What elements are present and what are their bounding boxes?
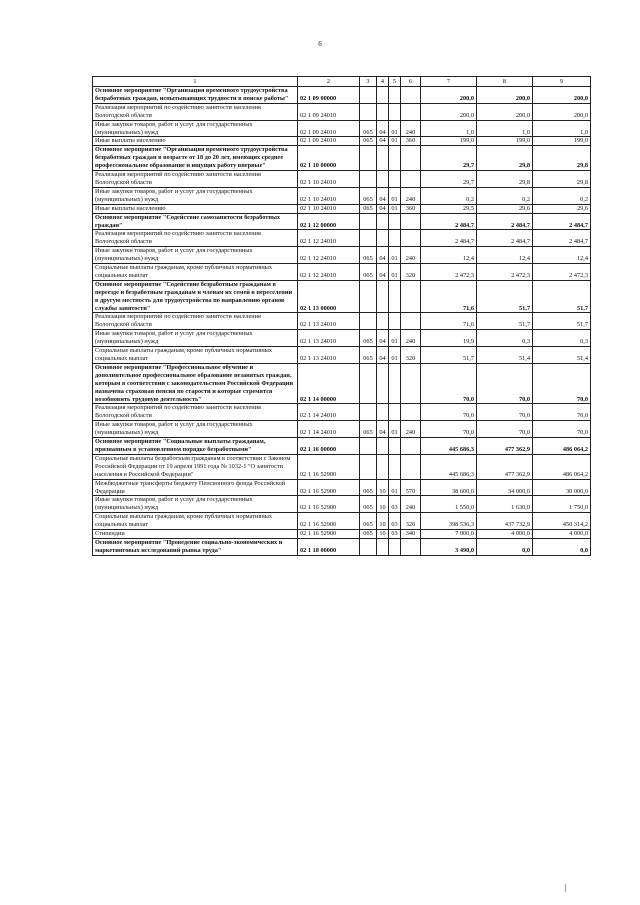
- cell-code: 02 1 13 24010: [298, 330, 360, 347]
- cell-code: 02 1 12 24010: [298, 247, 360, 264]
- cell-name: Иные закупки товаров, работ и услуг для государственных (муниципальных) нужд: [93, 421, 298, 438]
- cell-c6: [401, 146, 421, 171]
- cell-code: 02 1 12 24010: [298, 264, 360, 281]
- cell-code: 02 1 14 24010: [298, 421, 360, 438]
- cell-code: 02 1 13 00000: [298, 280, 360, 313]
- cell-c5: [389, 363, 401, 404]
- cell-name: Социальные выплаты гражданам, кроме публичных нормативных социальных выплат: [93, 347, 298, 364]
- table-body: [93, 87, 591, 556]
- cell-c6: [401, 230, 421, 247]
- cell-v7: 12,4: [421, 247, 477, 264]
- cell-c3: 065: [360, 137, 377, 146]
- cell-c3: [360, 538, 377, 555]
- cell-c5: [389, 538, 401, 555]
- cell-v8: 12,4: [477, 247, 533, 264]
- cell-v9: 2 484,7: [533, 213, 591, 230]
- cell-code: 02 1 14 00000: [298, 363, 360, 404]
- cell-v7: 2 484,7: [421, 213, 477, 230]
- cell-name: Стипендии: [93, 530, 298, 539]
- cell-c3: 065: [360, 530, 377, 539]
- cell-name: Социальные выплаты гражданам, кроме публичных нормативных социальных выплат: [93, 513, 298, 530]
- cell-v9: 29,8: [533, 171, 591, 188]
- cell-c6: 240: [401, 120, 421, 137]
- cell-c6: [401, 103, 421, 120]
- cell-v7: 398 536,3: [421, 513, 477, 530]
- cell-c5: [389, 230, 401, 247]
- cell-c3: [360, 280, 377, 313]
- cell-v8: 0,2: [477, 187, 533, 204]
- cell-c6: 570: [401, 479, 421, 496]
- cell-c4: [377, 454, 389, 479]
- cell-c4: [377, 280, 389, 313]
- cell-v8: 0,3: [477, 330, 533, 347]
- cell-c5: 01: [389, 347, 401, 364]
- cell-v7: 70,0: [421, 421, 477, 438]
- cell-c4: 04: [377, 330, 389, 347]
- cell-c3: 065: [360, 496, 377, 513]
- cell-c6: 340: [401, 530, 421, 539]
- cell-c4: 10: [377, 513, 389, 530]
- cell-v9: 200,0: [533, 87, 591, 104]
- cell-code: 02 1 16 52900: [298, 530, 360, 539]
- cell-c6: [401, 280, 421, 313]
- cell-v9: 70,0: [533, 404, 591, 421]
- cell-c6: 360: [401, 204, 421, 213]
- table-row: [93, 230, 591, 247]
- cell-code: 02 1 12 00000: [298, 213, 360, 230]
- cell-v8: 477 362,9: [477, 454, 533, 479]
- column-header: 1: [93, 77, 298, 87]
- table-row: [93, 530, 591, 539]
- cell-v9: 70,0: [533, 363, 591, 404]
- cell-v9: 0,0: [533, 538, 591, 555]
- cell-name: Основное мероприятие "Организация временного трудоустройства безработных граждан в возрасте от 18 до 20 лет, имеющих среднее профессиональное образование и ищущих работу впервые": [93, 146, 298, 171]
- cell-c5: [389, 454, 401, 479]
- cell-c5: [389, 404, 401, 421]
- cell-v8: 477 362,9: [477, 438, 533, 455]
- table-row: [93, 404, 591, 421]
- cell-c5: [389, 313, 401, 330]
- cell-c3: 065: [360, 347, 377, 364]
- table-row: [93, 187, 591, 204]
- cell-v9: 51,7: [533, 280, 591, 313]
- cell-name: Основное мероприятие "Организация временного трудоустройства безработных граждан, испытывающих трудности в поиске работы": [93, 87, 298, 104]
- cell-c4: 04: [377, 264, 389, 281]
- cell-c5: [389, 103, 401, 120]
- cell-c6: [401, 171, 421, 188]
- cell-c6: 240: [401, 496, 421, 513]
- cell-v8: 70,0: [477, 421, 533, 438]
- cell-name: Иные выплаты населению: [93, 204, 298, 213]
- cell-v7: 51,7: [421, 347, 477, 364]
- cell-c4: [377, 438, 389, 455]
- cell-code: 02 1 16 00000: [298, 438, 360, 455]
- cell-c5: 01: [389, 421, 401, 438]
- cell-c3: 065: [360, 330, 377, 347]
- table-row: [93, 103, 591, 120]
- cell-v8: 437 732,9: [477, 513, 533, 530]
- cell-v9: 0,3: [533, 330, 591, 347]
- table-row: [93, 421, 591, 438]
- cell-c6: 240: [401, 330, 421, 347]
- cell-c4: 04: [377, 204, 389, 213]
- cell-c4: 04: [377, 187, 389, 204]
- column-header: 3: [360, 77, 377, 87]
- table-row: [93, 120, 591, 137]
- cell-c3: 065: [360, 479, 377, 496]
- table-row: [93, 87, 591, 104]
- table-row: [93, 137, 591, 146]
- cell-c4: [377, 87, 389, 104]
- cell-name: Реализация мероприятий по содействию занятости населения Вологодской области: [93, 404, 298, 421]
- cell-c5: 01: [389, 137, 401, 146]
- cell-name: Основное мероприятие "Содействие безработным гражданам в переезде и безработным гражданам и членам их семей в переселении в другую местность для трудоустройства по направлению органов службы занятости": [93, 280, 298, 313]
- cell-name: Реализация мероприятий по содействию занятости населения Вологодской области: [93, 103, 298, 120]
- table-row: [93, 438, 591, 455]
- table-header-row: [93, 77, 591, 87]
- cell-c6: [401, 87, 421, 104]
- cell-code: 02 1 09 24010: [298, 120, 360, 137]
- cell-c6: 240: [401, 187, 421, 204]
- cell-c4: [377, 230, 389, 247]
- cell-c3: 065: [360, 187, 377, 204]
- cell-c3: [360, 363, 377, 404]
- cell-v9: 486 064,2: [533, 438, 591, 455]
- cell-v9: 1,0: [533, 120, 591, 137]
- cell-c4: [377, 538, 389, 555]
- cell-v9: 199,0: [533, 137, 591, 146]
- cell-name: Иные закупки товаров, работ и услуг для государственных (муниципальных) нужд: [93, 187, 298, 204]
- cell-c6: [401, 363, 421, 404]
- table-row: [93, 538, 591, 555]
- cell-v7: 29,5: [421, 204, 477, 213]
- table-row: [93, 247, 591, 264]
- page-edge-mark: [565, 884, 566, 892]
- cell-c3: [360, 213, 377, 230]
- cell-v8: 70,0: [477, 363, 533, 404]
- cell-v7: 3 490,0: [421, 538, 477, 555]
- cell-c5: [389, 171, 401, 188]
- cell-v8: 200,0: [477, 87, 533, 104]
- cell-v7: 200,0: [421, 87, 477, 104]
- cell-v7: 7 000,0: [421, 530, 477, 539]
- cell-name: Основное мероприятие "Профессиональное обучение и дополнительное профессиональное образование незанятых граждан, которым в соответствии с законодательством Российской Федерации назначена страховая пенсия по старости и которые стремятся возобновить трудовую деятельность": [93, 363, 298, 404]
- cell-v7: 445 686,3: [421, 454, 477, 479]
- table-row: [93, 513, 591, 530]
- cell-v8: 199,0: [477, 137, 533, 146]
- cell-c6: [401, 213, 421, 230]
- cell-name: Социальные выплаты безработным гражданам в соответствии с Законом Российской Федерации от 19 апреля 1991 года № 1032-1 "О занятости населения в Российской Федерации": [93, 454, 298, 479]
- cell-v9: 30 000,0: [533, 479, 591, 496]
- cell-c4: [377, 171, 389, 188]
- cell-v9: 2 472,3: [533, 264, 591, 281]
- cell-v9: 0,2: [533, 187, 591, 204]
- budget-table: [92, 76, 591, 556]
- table-row: [93, 347, 591, 364]
- cell-c5: [389, 213, 401, 230]
- cell-name: Иные выплаты населению: [93, 137, 298, 146]
- cell-v7: 199,0: [421, 137, 477, 146]
- column-header: 5: [389, 77, 401, 87]
- cell-name: Межбюджетные трансферты бюджету Пенсионного фонда Российской Федерации: [93, 479, 298, 496]
- cell-v9: 200,0: [533, 103, 591, 120]
- cell-v7: 29,7: [421, 171, 477, 188]
- cell-c5: 01: [389, 264, 401, 281]
- cell-c3: [360, 404, 377, 421]
- cell-v9: 51,7: [533, 313, 591, 330]
- cell-c5: 01: [389, 247, 401, 264]
- table-row: [93, 330, 591, 347]
- cell-code: 02 1 09 00000: [298, 87, 360, 104]
- cell-v7: 2 484,7: [421, 230, 477, 247]
- cell-c6: 320: [401, 513, 421, 530]
- cell-c4: 04: [377, 247, 389, 264]
- cell-code: 02 1 09 24010: [298, 137, 360, 146]
- cell-v9: 70,0: [533, 421, 591, 438]
- table-row: [93, 280, 591, 313]
- cell-c6: 320: [401, 347, 421, 364]
- cell-v8: 2 484,7: [477, 230, 533, 247]
- cell-name: Иные закупки товаров, работ и услуг для государственных (муниципальных) нужд: [93, 247, 298, 264]
- cell-c3: [360, 230, 377, 247]
- cell-v9: 486 064,2: [533, 454, 591, 479]
- cell-name: Основное мероприятие "Содействие самозанятости безработных граждан": [93, 213, 298, 230]
- cell-code: 02 1 16 52900: [298, 454, 360, 479]
- cell-code: 02 1 10 24010: [298, 204, 360, 213]
- cell-v7: 38 600,0: [421, 479, 477, 496]
- cell-name: Реализация мероприятий по содействию занятости населения Вологодской области: [93, 313, 298, 330]
- cell-c6: [401, 454, 421, 479]
- column-header: 4: [377, 77, 389, 87]
- cell-v7: 1,0: [421, 120, 477, 137]
- cell-code: 02 1 10 24010: [298, 171, 360, 188]
- cell-v7: 29,7: [421, 146, 477, 171]
- cell-c3: [360, 171, 377, 188]
- table-row: [93, 496, 591, 513]
- cell-v8: 29,8: [477, 146, 533, 171]
- cell-name: Основное мероприятие "Проведение социально-экономических и маркетинговых исследований рынка труда": [93, 538, 298, 555]
- cell-c3: 065: [360, 264, 377, 281]
- cell-v7: 71,6: [421, 313, 477, 330]
- cell-c4: 10: [377, 496, 389, 513]
- cell-v8: 4 000,0: [477, 530, 533, 539]
- cell-code: 02 1 13 24010: [298, 347, 360, 364]
- cell-c5: 01: [389, 479, 401, 496]
- cell-v8: 2 484,7: [477, 213, 533, 230]
- cell-v8: 1 630,0: [477, 496, 533, 513]
- cell-c3: [360, 87, 377, 104]
- cell-v8: 1,0: [477, 120, 533, 137]
- cell-c6: 240: [401, 421, 421, 438]
- cell-c3: [360, 438, 377, 455]
- cell-c4: [377, 313, 389, 330]
- cell-v9: 2 484,7: [533, 230, 591, 247]
- cell-c6: [401, 404, 421, 421]
- cell-c5: [389, 146, 401, 171]
- cell-v9: 51,4: [533, 347, 591, 364]
- cell-c4: [377, 103, 389, 120]
- cell-c6: 360: [401, 137, 421, 146]
- cell-c4: [377, 146, 389, 171]
- cell-code: 02 1 16 52900: [298, 513, 360, 530]
- cell-c4: 10: [377, 479, 389, 496]
- cell-c5: 03: [389, 530, 401, 539]
- cell-v8: 2 472,3: [477, 264, 533, 281]
- cell-c3: 065: [360, 247, 377, 264]
- cell-c3: 065: [360, 120, 377, 137]
- column-header: 2: [298, 77, 360, 87]
- cell-c4: 04: [377, 137, 389, 146]
- cell-v7: 1 550,0: [421, 496, 477, 513]
- column-header: 8: [477, 77, 533, 87]
- cell-code: 02 1 13 24010: [298, 313, 360, 330]
- cell-v7: 19,9: [421, 330, 477, 347]
- table-row: [93, 313, 591, 330]
- cell-code: 02 1 16 52900: [298, 479, 360, 496]
- cell-code: 02 1 10 24010: [298, 187, 360, 204]
- cell-c5: [389, 438, 401, 455]
- cell-name: Основное мероприятие "Социальные выплаты гражданам, признанным в установленном порядке безработными": [93, 438, 298, 455]
- cell-v7: 70,0: [421, 363, 477, 404]
- cell-v9: 4 000,0: [533, 530, 591, 539]
- column-header: 9: [533, 77, 591, 87]
- cell-v8: 29,8: [477, 171, 533, 188]
- cell-c4: [377, 213, 389, 230]
- cell-v8: 29,6: [477, 204, 533, 213]
- cell-v8: 51,7: [477, 280, 533, 313]
- cell-v9: 29,8: [533, 146, 591, 171]
- cell-name: Иные закупки товаров, работ и услуг для государственных (муниципальных) нужд: [93, 330, 298, 347]
- cell-v7: 200,0: [421, 103, 477, 120]
- cell-c3: [360, 313, 377, 330]
- cell-v9: 450 314,2: [533, 513, 591, 530]
- cell-v9: 29,6: [533, 204, 591, 213]
- cell-c4: [377, 363, 389, 404]
- cell-v8: 34 000,0: [477, 479, 533, 496]
- cell-c5: 01: [389, 187, 401, 204]
- page-number: 6: [318, 40, 322, 48]
- cell-c5: [389, 280, 401, 313]
- cell-c3: [360, 454, 377, 479]
- table-row: [93, 264, 591, 281]
- table-row: [93, 479, 591, 496]
- cell-c4: 04: [377, 347, 389, 364]
- cell-c3: [360, 103, 377, 120]
- cell-v7: 0,2: [421, 187, 477, 204]
- cell-v7: 445 686,3: [421, 438, 477, 455]
- cell-v8: 51,4: [477, 347, 533, 364]
- cell-v8: 51,7: [477, 313, 533, 330]
- cell-c5: 03: [389, 496, 401, 513]
- cell-v9: 1 750,0: [533, 496, 591, 513]
- cell-name: Реализация мероприятий по содействию занятости населения Вологодской области: [93, 230, 298, 247]
- cell-code: 02 1 14 24010: [298, 404, 360, 421]
- cell-c5: [389, 87, 401, 104]
- cell-v7: 2 472,3: [421, 264, 477, 281]
- cell-name: Социальные выплаты гражданам, кроме публичных нормативных социальных выплат: [93, 264, 298, 281]
- cell-name: Иные закупки товаров, работ и услуг для государственных (муниципальных) нужд: [93, 496, 298, 513]
- table-row: [93, 204, 591, 213]
- cell-v8: 70,0: [477, 404, 533, 421]
- cell-c5: 01: [389, 120, 401, 137]
- cell-name: Реализация мероприятий по содействию занятости населения Вологодской области: [93, 171, 298, 188]
- cell-c6: 240: [401, 247, 421, 264]
- cell-name: Иные закупки товаров, работ и услуг для государственных (муниципальных) нужд: [93, 120, 298, 137]
- cell-code: 02 1 18 00000: [298, 538, 360, 555]
- cell-c6: [401, 313, 421, 330]
- column-header: 6: [401, 77, 421, 87]
- cell-c3: 065: [360, 421, 377, 438]
- table-row: [93, 363, 591, 404]
- cell-code: 02 1 10 00000: [298, 146, 360, 171]
- cell-v8: 0,0: [477, 538, 533, 555]
- table-row: [93, 171, 591, 188]
- table-row: [93, 213, 591, 230]
- cell-c5: 01: [389, 204, 401, 213]
- cell-c4: 04: [377, 421, 389, 438]
- cell-code: 02 1 16 52900: [298, 496, 360, 513]
- cell-c4: [377, 404, 389, 421]
- cell-v9: 12,4: [533, 247, 591, 264]
- cell-c4: 10: [377, 530, 389, 539]
- cell-code: 02 1 12 24010: [298, 230, 360, 247]
- cell-c3: 065: [360, 513, 377, 530]
- cell-v7: 70,0: [421, 404, 477, 421]
- cell-c6: [401, 438, 421, 455]
- cell-c5: 01: [389, 330, 401, 347]
- cell-c6: 320: [401, 264, 421, 281]
- cell-v7: 71,6: [421, 280, 477, 313]
- cell-c6: [401, 538, 421, 555]
- column-header: 7: [421, 77, 477, 87]
- table-row: [93, 454, 591, 479]
- cell-c3: 065: [360, 204, 377, 213]
- cell-c5: 03: [389, 513, 401, 530]
- cell-c3: [360, 146, 377, 171]
- cell-code: 02 1 09 24010: [298, 103, 360, 120]
- cell-c4: 04: [377, 120, 389, 137]
- table-row: [93, 146, 591, 171]
- cell-v8: 200,0: [477, 103, 533, 120]
